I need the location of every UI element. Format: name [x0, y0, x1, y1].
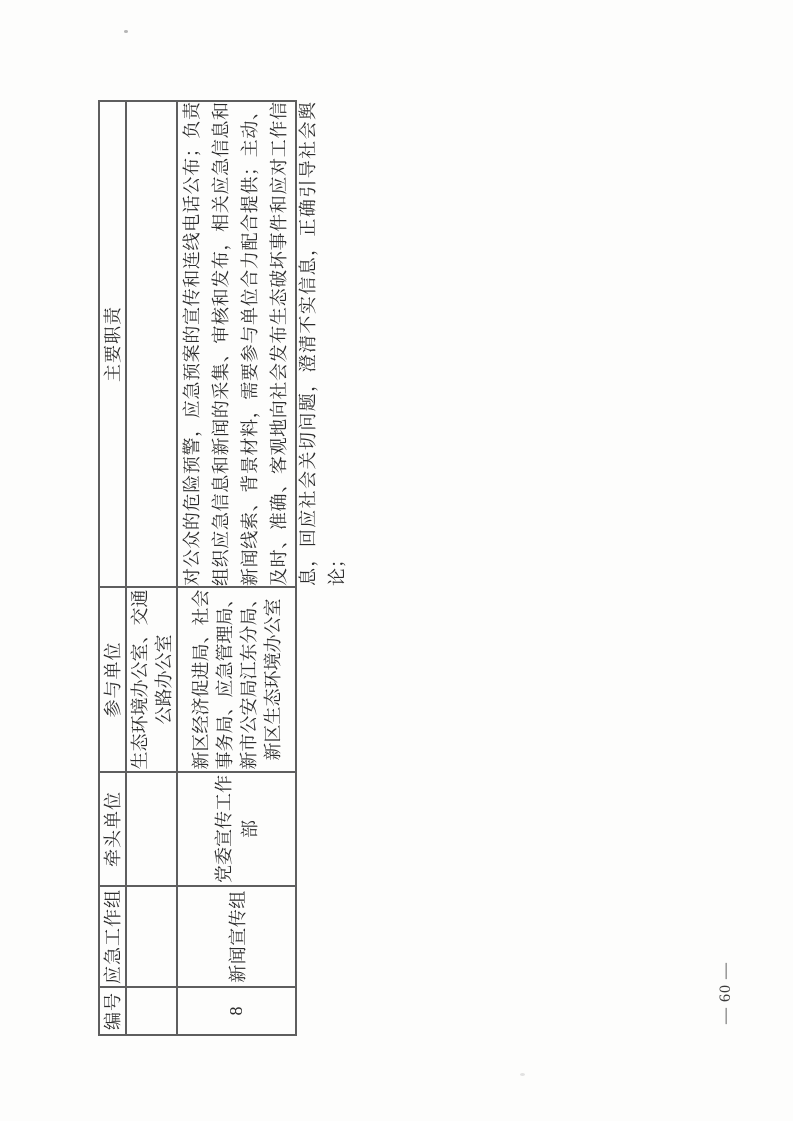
scan-speck: [520, 1073, 525, 1076]
scan-speck: [124, 30, 128, 33]
header-cell-id: 编号: [99, 987, 126, 1035]
header-cell-participants: 参与单位: [99, 587, 126, 772]
cell-duties: [177, 101, 347, 587]
table-header-row: [99, 101, 126, 1035]
page-number: — 60 —: [717, 962, 734, 1024]
cell-group: [126, 886, 177, 987]
cell-id: [126, 987, 177, 1035]
rotated-table-container: [98, 102, 347, 1036]
duties-text: 对公众的危险预警，应急预案的宣传和连线电话公布；负责组织应急信息和新闻的采集、审核和发布，相关应急信息和新闻线索、背景材料，需要参与单位合力配合提供；主动、及时、准确、客观地向社会发布生态破坏事件和应对工作信息，回应社会关切问题，澄清不实信息，正确引导社会舆论；: [182, 102, 347, 586]
cell-participants: 新区经济促进局、社会事务局、应急管理局、新市公安局江东分局、新区生态环境办公室: [177, 587, 296, 772]
cell-participants: 生态环境办公室、交通公路办公室: [126, 587, 177, 772]
emergency-workgroup-table: [98, 100, 347, 1036]
header-cell-lead: 牵头单位: [99, 772, 126, 886]
header-cell-duties: 主要职责: [99, 101, 126, 587]
cell-lead: [126, 772, 177, 886]
header-cell-group: 应急工作组: [99, 886, 126, 987]
cell-lead: 党委宣传工作部: [177, 772, 296, 886]
cell-duties: [126, 101, 177, 587]
table-row-8: [177, 101, 296, 1035]
table-row-continuation: [126, 101, 177, 1035]
cell-group: 新闻宣传组: [177, 886, 296, 987]
cell-id: 8: [177, 987, 296, 1035]
